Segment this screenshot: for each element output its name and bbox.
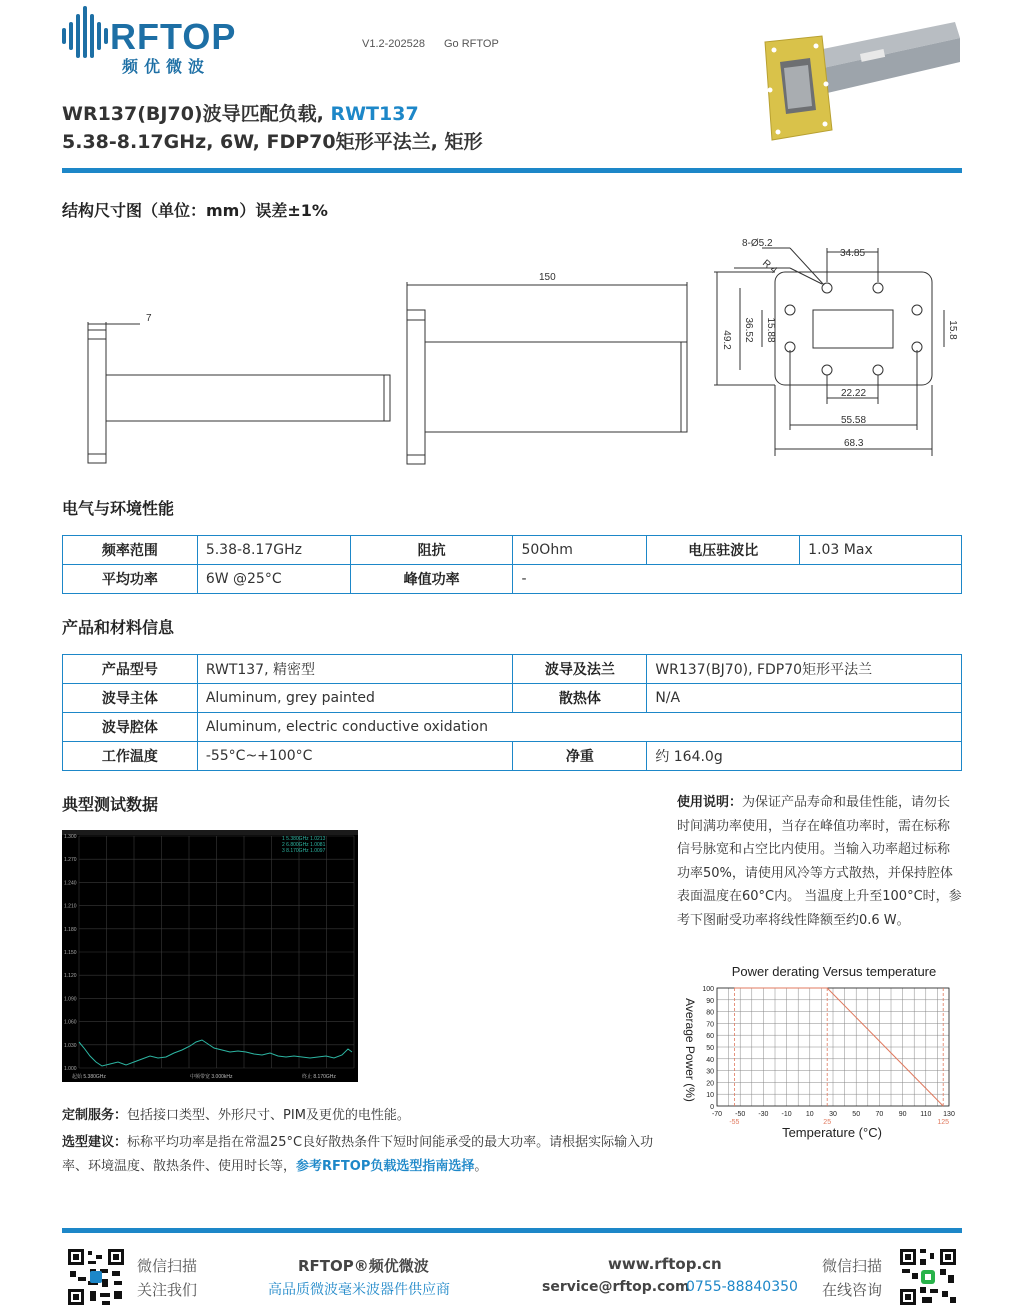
footer-email[interactable]: service@rftop.com <box>542 1279 690 1295</box>
cell-value: - <box>513 565 962 594</box>
x-tick-label: 10 <box>805 1111 814 1118</box>
x-tick-label: 30 <box>829 1111 837 1118</box>
wechat-qr-code <box>66 1247 126 1307</box>
flange-side <box>88 330 106 463</box>
vna-tick-label: 1.060 <box>64 1019 77 1026</box>
table-row <box>63 713 962 742</box>
table-row <box>63 565 962 594</box>
dim-flange-thickness: 7 <box>146 313 152 324</box>
y-tick-label: 90 <box>706 997 714 1005</box>
cell-value: Aluminum, grey painted <box>197 684 513 713</box>
vna-tick-label: 1.150 <box>64 950 77 956</box>
table-row <box>63 536 962 565</box>
y-tick-label: 20 <box>706 1080 714 1088</box>
chart-marker-label: 25 <box>823 1119 832 1126</box>
chart-marker-label: 125 <box>937 1119 950 1126</box>
page-title <box>62 99 419 126</box>
cell-key: 峰值功率 <box>350 565 513 594</box>
electrical-section-title: 电气与环境性能 <box>62 499 175 518</box>
y-tick-label: 80 <box>706 1009 714 1017</box>
x-tick-label: -50 <box>735 1111 746 1118</box>
chart-xlabel: Temperature (°C) <box>782 1125 882 1140</box>
x-tick-label: 130 <box>943 1111 955 1118</box>
dim-radius: R 4 <box>760 257 780 277</box>
cell-value: WR137(BJ70), FDP70矩形平法兰 <box>647 655 962 684</box>
title-prefix: WR137(BJ70)波导匹配负载, <box>62 103 324 125</box>
x-tick-label: 70 <box>875 1111 884 1118</box>
footer-consult: 在线咨询 <box>822 1281 883 1299</box>
vna-tick-label: 1.120 <box>64 973 77 980</box>
cell-key: 散热体 <box>513 684 647 713</box>
footer-follow-us: 关注我们 <box>137 1281 198 1299</box>
dim-height: 49.2 <box>721 330 732 350</box>
test-section-title: 典型测试数据 <box>62 795 159 814</box>
vna-tick-label: 1.300 <box>64 834 77 840</box>
vna-tick-label: 1.090 <box>64 996 77 1003</box>
dim-length: 150 <box>539 272 556 283</box>
chart-ylabel: Average Power (%) <box>683 998 697 1102</box>
select-note <box>62 1131 662 1178</box>
svg-text:1 5.380GHz 1.0213: 1 5.380GHz 1.0213 <box>282 836 326 842</box>
chart-title: Power derating Versus temperature <box>731 964 937 979</box>
custom-text: 包括接口类型、外形尺寸、PIM及更优的电性能。 <box>127 1108 410 1123</box>
footer-wechat-scan-2: 微信扫描 <box>822 1257 883 1275</box>
cell-key: 平均功率 <box>63 565 198 594</box>
logo-text: RFTOP <box>110 16 237 57</box>
vna-tick-label: 1.030 <box>64 1042 77 1049</box>
consult-qr-code <box>898 1247 958 1307</box>
page-subtitle: 5.38-8.17GHz, 6W, FDP70矩形平法兰, 矩形 <box>62 131 483 153</box>
custom-label: 定制服务： <box>62 1108 128 1123</box>
dim-hole-spacing-v: 36.52 <box>743 317 754 343</box>
cell-key: 频率范围 <box>63 536 198 565</box>
y-tick-label: 50 <box>706 1045 714 1052</box>
dim-hole-spacing-top: 34.85 <box>840 248 866 259</box>
product-section-title: 产品和材料信息 <box>62 618 175 637</box>
svg-text:2 6.800GHz 1.0081: 2 6.800GHz 1.0081 <box>282 842 326 848</box>
vna-tick-label: 1.000 <box>64 1066 77 1072</box>
select-text: 标称平均功率是指在常温25°C良好散热条件下短时间能承受的最大功率。请根据实际输入功率、环境温度、散热条件、使用时长等， <box>62 1135 654 1174</box>
cell-value: 50Ohm <box>513 536 647 565</box>
cell-key: 阻抗 <box>350 536 513 565</box>
footer-wechat-scan: 微信扫描 <box>137 1257 198 1275</box>
vna-tick-label: 1.270 <box>64 857 77 864</box>
vna-screenshot <box>62 830 358 1082</box>
cell-key: 电压驻波比 <box>647 536 800 565</box>
svg-text:起始 5.380GHz: 起始 5.380GHz <box>72 1074 106 1080</box>
dim-hole-spacing-w: 55.58 <box>841 415 867 426</box>
cell-key: 净重 <box>513 742 647 771</box>
y-tick-label: 30 <box>706 1068 714 1076</box>
vna-tick-label: 1.210 <box>64 903 77 910</box>
x-tick-label: -70 <box>711 1111 723 1118</box>
dim-opening-h: 15.88 <box>765 317 776 343</box>
y-tick-label: 40 <box>706 1056 714 1064</box>
product-image <box>760 10 965 150</box>
cell-value: 6W @25°C <box>197 565 350 594</box>
select-guide-link[interactable]: 参考RFTOP负载选型指南选择 <box>296 1158 475 1174</box>
y-tick-label: 70 <box>706 1021 714 1029</box>
electrical-table <box>62 535 962 594</box>
svg-text:3 8.170GHz 1.0097: 3 8.170GHz 1.0097 <box>282 848 326 854</box>
vna-tick-label: 1.240 <box>64 880 77 887</box>
y-tick-label: 0 <box>710 1104 714 1111</box>
select-end: 。 <box>474 1158 488 1174</box>
usage-note <box>677 791 962 932</box>
cell-key: 波导腔体 <box>63 713 198 742</box>
drawing-section-title: 结构尺寸图（单位：mm）误差±1% <box>62 201 328 220</box>
logo-wave-icon <box>62 4 114 60</box>
cell-value: 约 164.0g <box>647 742 962 771</box>
dimension-drawing <box>62 230 962 480</box>
y-tick-label: 60 <box>706 1033 714 1041</box>
cell-value: 5.38-8.17GHz <box>197 536 350 565</box>
footer-slogan: 高品质微波毫米波器件供应商 <box>268 1282 450 1298</box>
cell-value: N/A <box>647 684 962 713</box>
header-rule <box>62 168 962 173</box>
cell-key: 波导主体 <box>63 684 198 713</box>
bolt-holes <box>785 283 922 375</box>
dim-holes: 8-Ø5.2 <box>742 238 773 249</box>
x-tick-label: -30 <box>758 1111 769 1118</box>
cell-key: 工作温度 <box>63 742 198 771</box>
custom-note <box>62 1104 662 1128</box>
dim-opening-w: 22.22 <box>841 388 867 399</box>
table-row <box>63 684 962 713</box>
footer-phone[interactable]: 0755-88840350 <box>686 1279 798 1295</box>
chart-marker-label: -55 <box>729 1119 740 1126</box>
cell-value: Aluminum, electric conductive oxidation <box>197 713 961 742</box>
footer-website[interactable]: www.rftop.cn <box>608 1255 722 1273</box>
svg-text:终止 8.170GHz: 终止 8.170GHz <box>302 1074 336 1080</box>
cell-value: RWT137, 精密型 <box>197 655 513 684</box>
footer-brand: RFTOP®频优微波 <box>298 1257 429 1275</box>
derating-chart <box>672 958 962 1148</box>
cell-key: 产品型号 <box>63 655 198 684</box>
x-tick-label: 90 <box>898 1111 907 1118</box>
cell-key: 波导及法兰 <box>513 655 647 684</box>
logo-cn-text: 频优微波 <box>122 57 211 76</box>
select-label: 选型建议： <box>62 1135 128 1150</box>
logo <box>62 4 272 74</box>
title-model: RWT137 <box>330 103 419 125</box>
cell-value: 1.03 Max <box>800 536 962 565</box>
usage-label: 使用说明： <box>677 795 743 810</box>
y-tick-label: 10 <box>706 1092 714 1100</box>
table-row <box>63 655 962 684</box>
table-row <box>63 742 962 771</box>
cell-value: -55°C~+100°C <box>197 742 513 771</box>
usage-text: 为保证产品寿命和最佳性能，请勿长时间满功率使用，当存在峰值功率时，需在标称信号脉宽和占空比内使用。当输入功率超过标称功率50%，请使用风冷等方式散热，并保持腔体表面温度在60°C内。 当温度上升至100°C时，参考下图耐受功率将线性降额至约0.6 W。 <box>677 795 962 928</box>
dim-right-h: 15.8 <box>947 320 958 340</box>
svg-text:中频带宽 3.000kHz: 中频带宽 3.000kHz <box>190 1074 233 1080</box>
vna-tick-label: 1.180 <box>64 926 77 933</box>
go-rftop-link[interactable]: Go RFTOP <box>444 38 499 50</box>
footer-rule <box>62 1228 962 1233</box>
x-tick-label: 50 <box>852 1111 861 1118</box>
product-table <box>62 654 962 771</box>
x-tick-label: -10 <box>781 1111 792 1118</box>
y-tick-label: 100 <box>702 986 714 993</box>
version-label: V1.2-202528 <box>362 38 425 50</box>
dim-width: 68.3 <box>844 438 864 449</box>
x-tick-label: 110 <box>920 1111 932 1118</box>
